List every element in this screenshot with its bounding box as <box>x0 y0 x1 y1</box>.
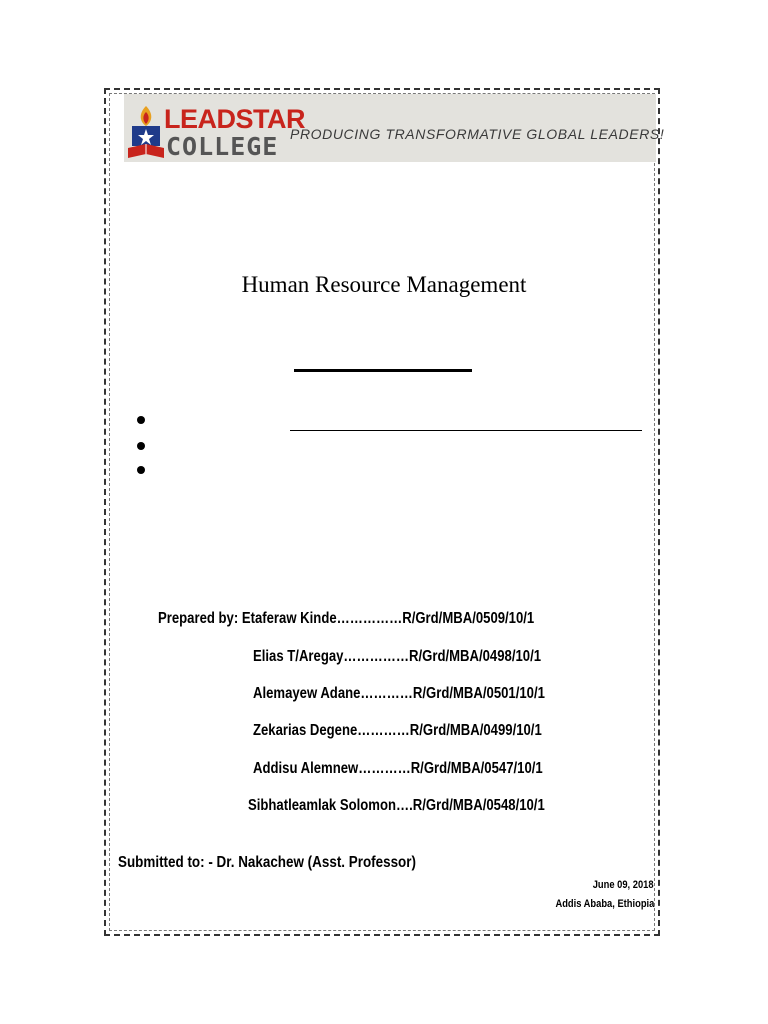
logo-wordmark-bottom: COLLEGE <box>166 132 279 161</box>
submitted-to: Submitted to: - Dr. Nakachew (Asst. Professor) <box>118 854 416 871</box>
logo-wordmark-top: LEADSTAR <box>164 104 305 134</box>
blank-line <box>290 430 642 431</box>
college-logo <box>126 98 305 161</box>
team-member: Sibhatleamlak Solomon….R/Grd/MBA/0548/10/1 <box>248 797 545 814</box>
document-title: Human Resource Management <box>241 272 527 297</box>
header-banner <box>124 94 665 162</box>
bullet-point <box>137 466 145 474</box>
submission-date: June 09, 2018 <box>593 879 654 891</box>
prepared-by-line: Prepared by: Etaferaw Kinde……………R/Grd/MBA/0509/10/1 <box>158 610 535 627</box>
college-tagline: PRODUCING TRANSFORMATIVE GLOBAL LEADERS! <box>290 126 665 142</box>
title-underline <box>294 369 472 372</box>
team-member: Addisu Alemnew…………R/Grd/MBA/0547/10/1 <box>253 760 543 777</box>
team-member: Zekarias Degene…………R/Grd/MBA/0499/10/1 <box>253 722 542 739</box>
team-member: Elias T/Aregay……………R/Grd/MBA/0498/10/1 <box>253 648 542 665</box>
submission-place: Addis Ababa, Ethiopia <box>555 898 654 910</box>
bullet-point <box>137 442 145 450</box>
team-member: Alemayew Adane…………R/Grd/MBA/0501/10/1 <box>253 685 545 702</box>
torch-book-icon <box>126 104 166 160</box>
bullet-point <box>137 416 145 424</box>
